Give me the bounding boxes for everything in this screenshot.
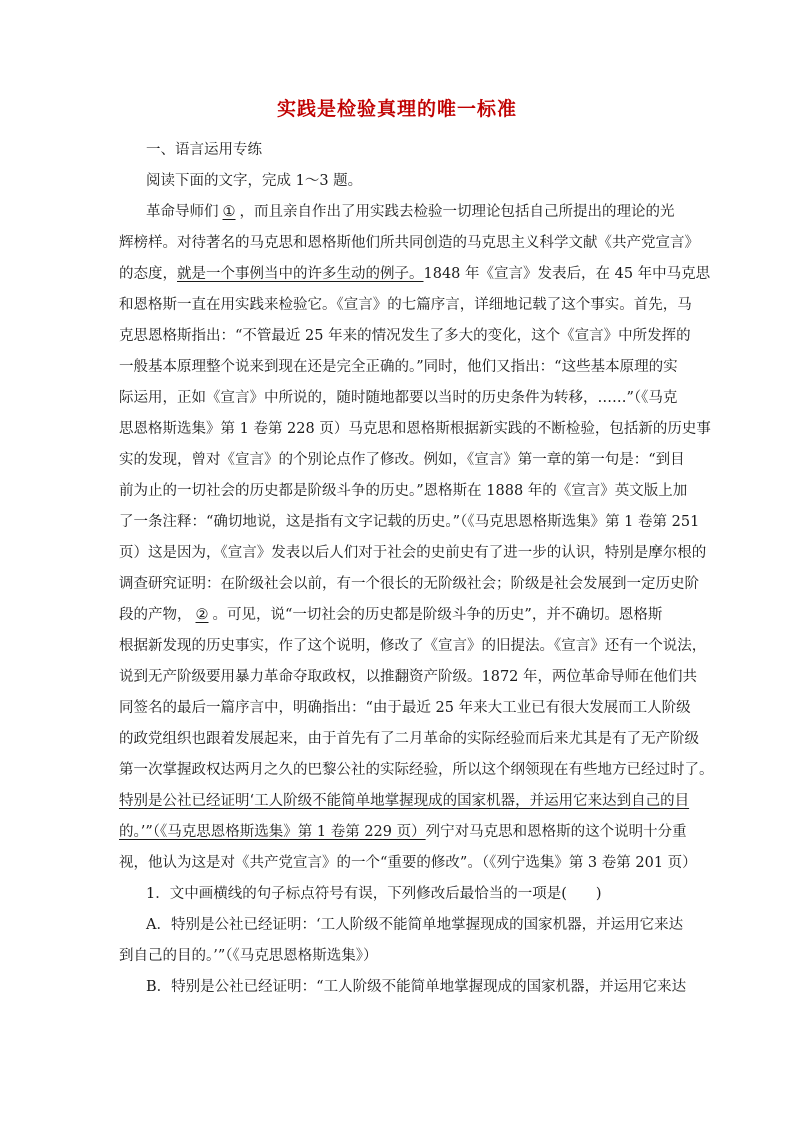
passage-line xyxy=(119,264,710,284)
option-b-line: B．特别是公社已经证明：“工人阶级不能简单地掌握现成的国家机器，并运用它来达 xyxy=(146,979,687,995)
passage-line: 际运用，正如《宣言》中所说的，随时随地都要以当时的历史条件为转移，……”（《马克 xyxy=(119,390,678,406)
passage-line xyxy=(119,822,687,842)
passage-text: 段的产物， xyxy=(119,607,192,623)
passage-line: 辉榜样。对待著名的马克思和恩格斯他们所共同创造的马克思主义科学文献《共产党宣言》 xyxy=(119,235,699,251)
underlined-quote-line: 特别是公社已经证明‘工人阶级不能简单地掌握现成的国家机器，并运用它来达到自己的目 xyxy=(119,793,690,809)
page-title: 实践是检验真理的唯一标准 xyxy=(276,98,517,120)
passage-text: ，而且亲自作出了用实践去检验一切理论包括自己所提出的理论的光 xyxy=(239,204,675,220)
option-a-line: 到自己的目的。’”（《马克思恩格斯选集》） xyxy=(119,948,378,964)
instruction-text: 阅读下面的文字，完成 1～3 题。 xyxy=(146,173,363,189)
passage-text: 列宁对马克思和恩格斯的这个说明十分重 xyxy=(425,824,687,840)
passage-line xyxy=(146,202,675,222)
passage-line: 调查研究证明：在阶级社会以前，有一个很长的无阶级社会；阶级是社会发展到一定历史阶 xyxy=(119,576,699,592)
passage-line: 页）这是因为，《宣言》发表以后人们对于社会的史前史有了进一步的认识，特别是摩尔根的 xyxy=(119,545,707,561)
passage-line: 克思恩格斯指出：“不管最近 25 年来的情况发生了多大的变化，这个《宣言》中所发挥的 xyxy=(119,328,691,344)
option-a-line: A．特别是公社已经证明：‘工人阶级不能简单地掌握现成的国家机器，并运用它来达 xyxy=(146,917,684,933)
passage-line: 和恩格斯一直在用实践来检验它。《宣言》的七篇序言，详细地记载了这个事实。首先，马 xyxy=(119,297,692,313)
passage-text: 1848 年《宣言》发表后，在 45 年中马克思 xyxy=(423,266,711,282)
passage-text: 革命导师们 xyxy=(146,204,219,220)
question-1-stem: 1．文中画横线的句子标点符号有误，下列修改后最恰当的一项是( ) xyxy=(146,886,602,902)
passage-text: 。可见，说“一切社会的历史都是阶级斗争的历史”，并不确切。恩格斯 xyxy=(212,607,663,623)
passage-line: 根据新发现的历史事实，作了这个说明，修改了《宣言》的旧提法。《宣言》还有一个说法， xyxy=(119,638,707,654)
passage-line: 一般基本原理整个说来到现在还是完全正确的。”同时，他们又指出：“这些基本原理的实 xyxy=(119,359,678,375)
passage-line: 第一次掌握政权达两月之久的巴黎公社的实际经验，所以这个纲领现在有些地方已经过时了。 xyxy=(119,762,714,778)
passage-line: 的政党组织也跟着发展起来，由于首先有了二月革命的实际经验而后来尤其是有了无产阶级 xyxy=(119,731,699,747)
passage-text: 的态度， xyxy=(119,266,177,282)
passage-line: 同签名的最后一篇序言中，明确指出：“由于最近 25 年来大工业已有很大发展而工人阶级 xyxy=(119,700,691,716)
passage-line: 前为止的一切社会的历史都是阶级斗争的历史。”恩格斯在 1888 年的《宣言》英文版上加 xyxy=(119,483,688,499)
underlined-sentence: 就是一个事例当中的许多生动的例子。 xyxy=(177,266,424,282)
passage-line: 思恩格斯选集》第 1 卷第 228 页）马克思和恩格斯根据新实践的不断检验，包括新的历史事 xyxy=(119,421,711,437)
passage-line: 视，他认为这是对《共产党宣言》的一个“重要的修改”。（《列宁选集》第 3 卷第 201 页） xyxy=(119,855,697,871)
underlined-quote-end: 的。’”（《马克思恩格斯选集》第 1 卷第 229 页） xyxy=(119,824,426,840)
section-heading: 一、语言运用专练 xyxy=(146,142,262,158)
passage-line: 实的发现，曾对《宣言》的个别论点作了修改。例如，《宣言》第一章的第一句是：“到目 xyxy=(119,452,685,468)
answer-blank-2: ② xyxy=(195,607,209,623)
passage-line: 了一条注释：“确切地说，这是指有文字记载的历史。”（《马克思恩格斯选集》第 1 卷第 251 xyxy=(119,514,700,530)
passage-line xyxy=(119,605,662,625)
passage-line: 说到无产阶级要用暴力革命夺取政权，以推翻资产阶级。1872 年，两位革命导师在他们共 xyxy=(119,669,698,685)
answer-blank-1: ① xyxy=(222,204,236,220)
